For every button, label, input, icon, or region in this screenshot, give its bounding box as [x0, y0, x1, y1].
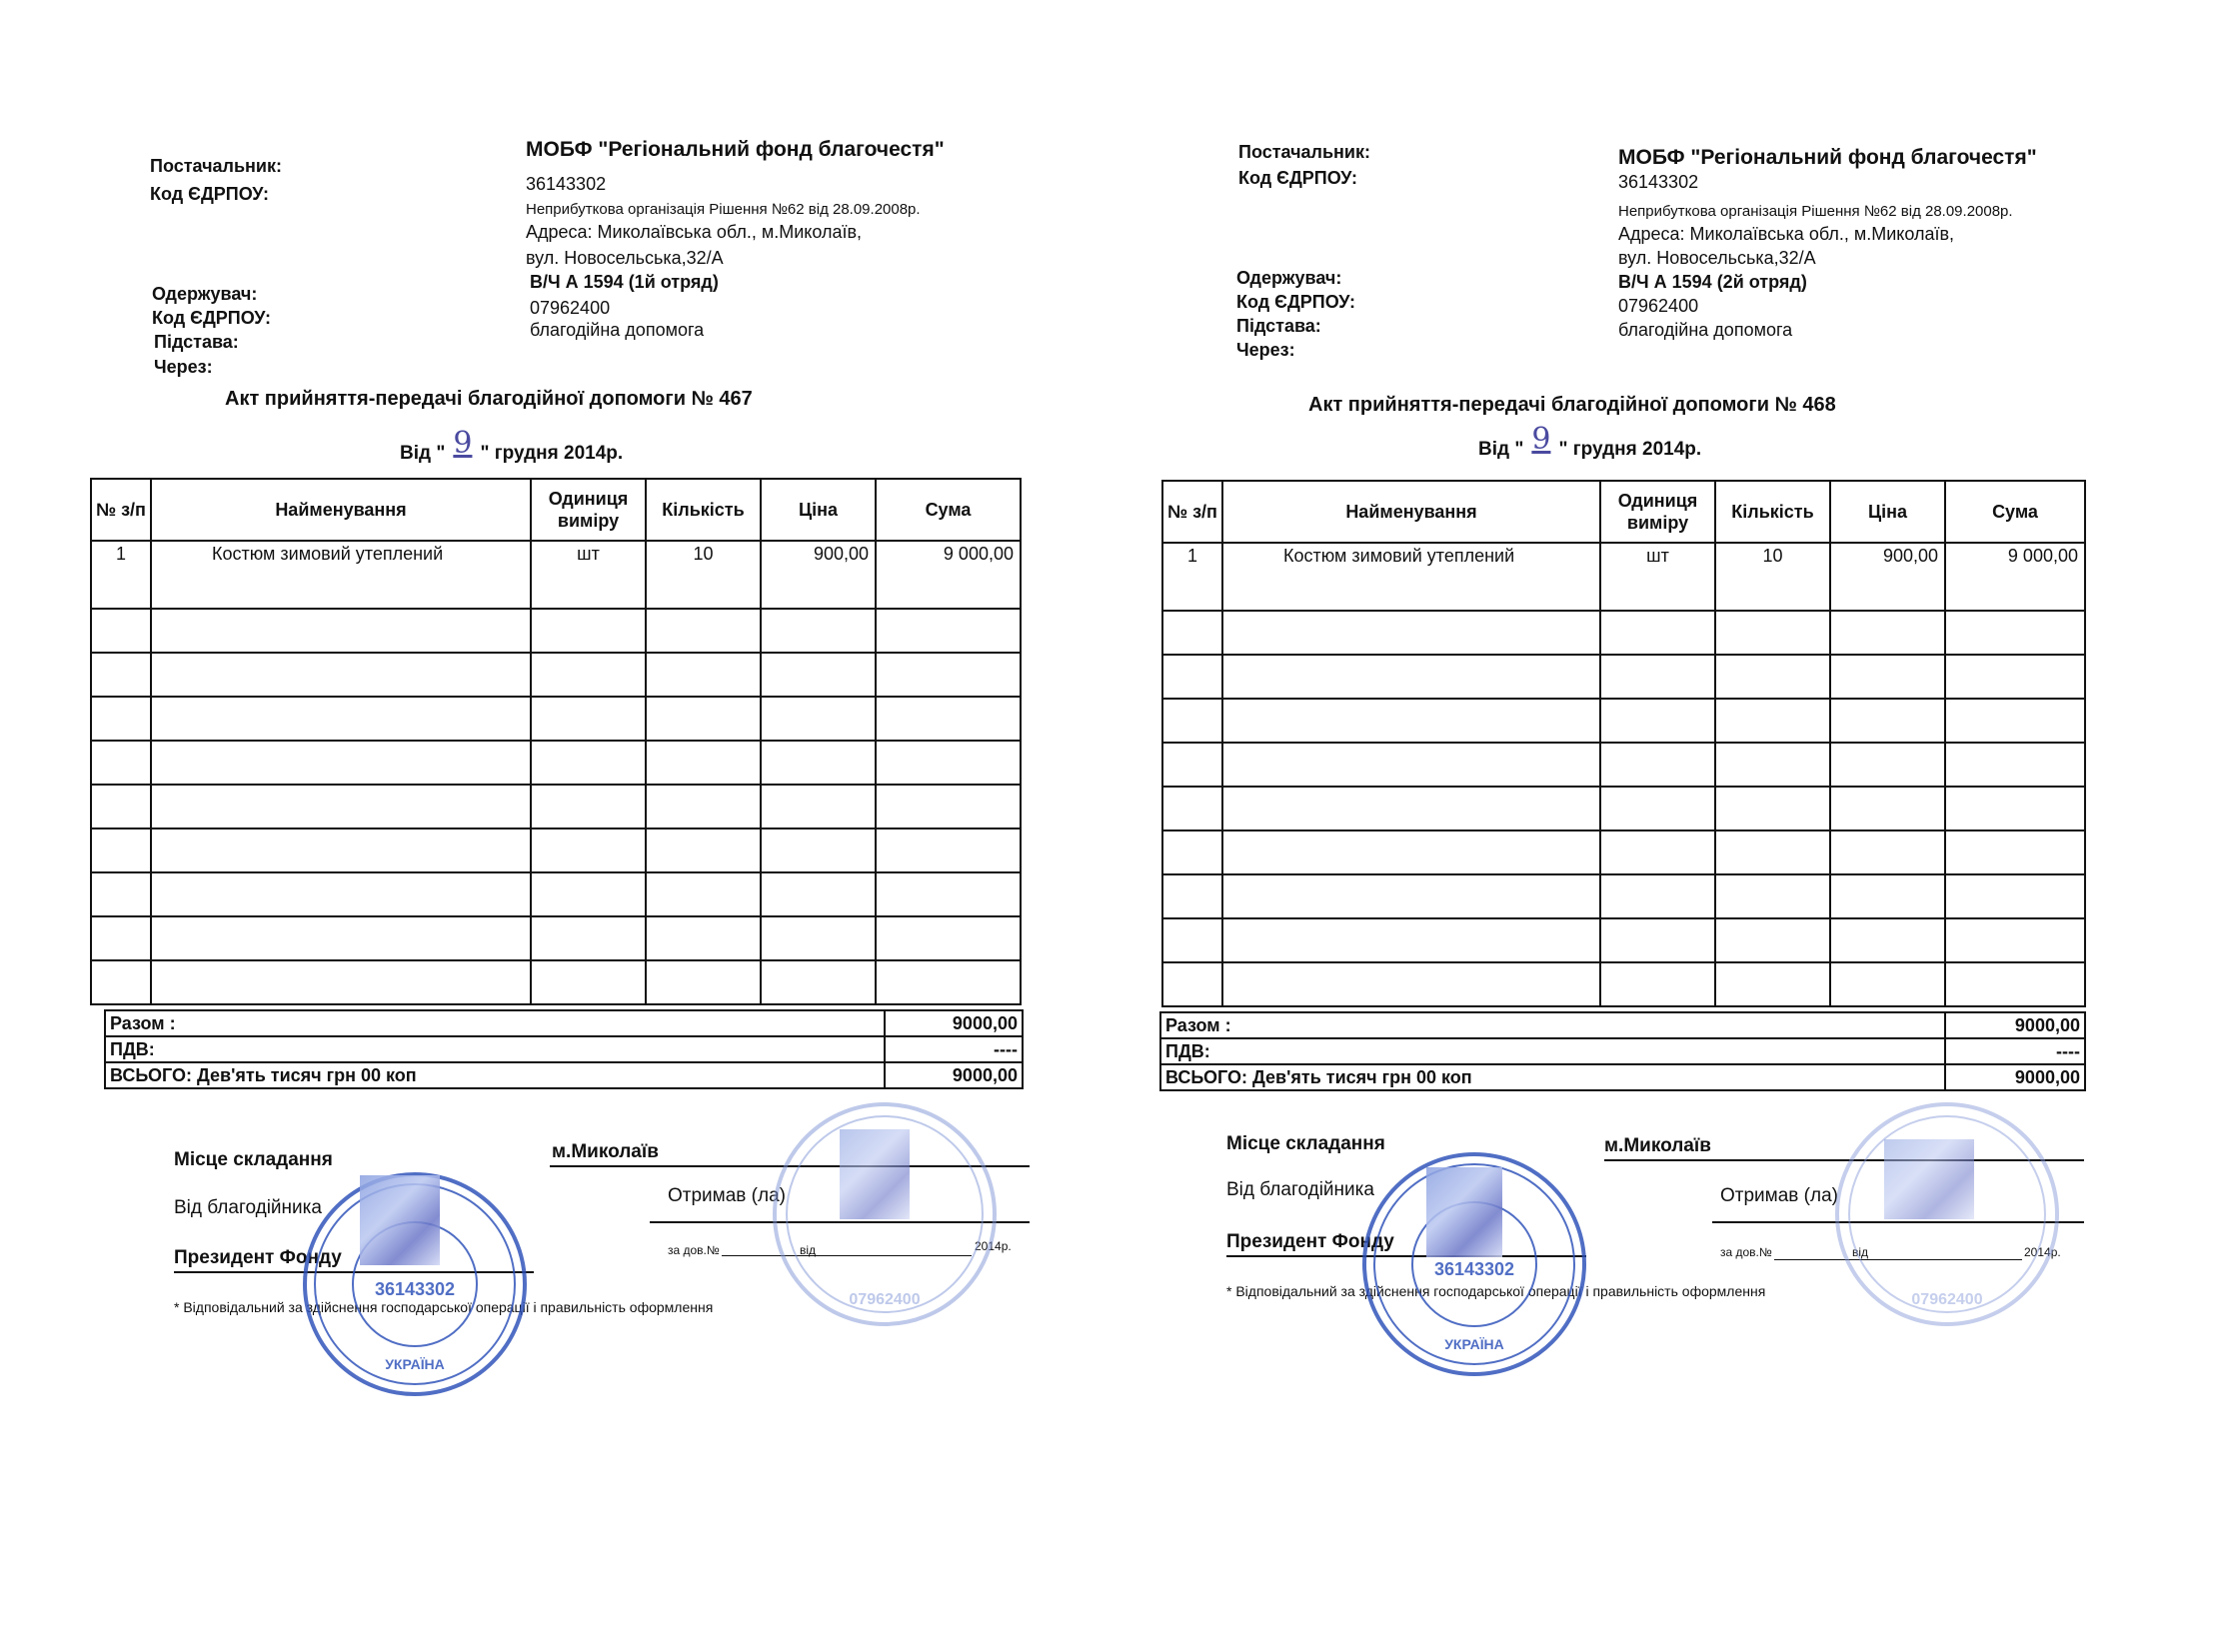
supplier-street: вул. Новосельська,32/А	[1618, 248, 1816, 268]
item-unit: шт	[1600, 543, 1715, 611]
col-sum: Сума	[876, 479, 1021, 541]
table-row	[91, 741, 1021, 785]
items-table	[90, 478, 1022, 1005]
vat-value: ----	[1945, 1038, 2085, 1064]
via-label: Через:	[1236, 340, 1295, 360]
item-no: 1	[91, 541, 151, 609]
supplier-name: МОБФ "Регіональний фонд благочестя"	[1618, 146, 2037, 169]
table-row	[1162, 699, 2085, 743]
warrant-from: від	[1852, 1245, 1869, 1259]
subtotal-value: 9000,00	[1945, 1012, 2085, 1038]
recipient-name: В/Ч А 1594 (1й отряд)	[530, 272, 719, 292]
item-price: 900,00	[1830, 543, 1945, 611]
col-name: Найменування	[1222, 481, 1600, 543]
signature-redaction	[360, 1175, 440, 1265]
signature-redaction	[1884, 1139, 1974, 1219]
col-price: Ціна	[1830, 481, 1945, 543]
col-no: № з/п	[91, 479, 151, 541]
stamp-code: 36143302	[374, 1279, 456, 1299]
table-header	[91, 479, 1021, 541]
recipient-code: 07962400	[530, 298, 611, 318]
totals-table	[1159, 1011, 2086, 1091]
table-header	[1162, 481, 2085, 543]
stamp-code: 36143302	[1433, 1259, 1515, 1279]
table-row	[91, 960, 1021, 1004]
table-row	[1162, 543, 2085, 611]
supplier-code: 36143302	[526, 174, 607, 194]
col-no: № з/п	[1162, 481, 1222, 543]
subtotal-row	[1160, 1012, 2085, 1038]
vat-row	[105, 1036, 1023, 1062]
item-qty: 10	[1715, 543, 1830, 611]
warrant-year: 2014р.	[975, 1239, 1012, 1253]
act-title: Акт прийняття-передачі благодійної допомоги № 467	[225, 388, 753, 410]
supplier-address: Адреса: Миколаївська обл., м.Миколаїв,	[526, 222, 863, 242]
place-value: м.Миколаїв	[1604, 1135, 1711, 1156]
table-row	[1162, 874, 2085, 918]
date-suffix: " грудня 2014р.	[1558, 439, 1702, 460]
total-value: 9000,00	[885, 1062, 1023, 1088]
table-row	[1162, 743, 2085, 787]
vat-value: ----	[885, 1036, 1023, 1062]
place-label: Місце складання	[1226, 1133, 1385, 1154]
supplier-note: Неприбуткова організація Рішення №62 від 28.09.2008р.	[526, 201, 921, 218]
total-label: ВСЬОГО: Дев'ять тисяч грн 00 коп	[1160, 1064, 1945, 1090]
table-row	[91, 609, 1021, 653]
subtotal-row	[105, 1010, 1023, 1036]
item-unit: шт	[531, 541, 646, 609]
item-name: Костюм зимовий утеплений	[151, 541, 531, 609]
total-label: ВСЬОГО: Дев'ять тисяч грн 00 коп	[105, 1062, 885, 1088]
total-row	[105, 1062, 1023, 1088]
table-row	[91, 785, 1021, 828]
date-prefix: Від "	[1478, 439, 1524, 460]
table-row	[91, 828, 1021, 872]
col-qty: Кількість	[646, 479, 761, 541]
place-value: м.Миколаїв	[552, 1141, 659, 1162]
stamp-country: УКРАЇНА	[385, 1356, 445, 1372]
col-qty: Кількість	[1715, 481, 1830, 543]
col-unit: Одиниця виміру	[531, 479, 646, 541]
table-row	[91, 697, 1021, 741]
supplier-label: Постачальник:	[1238, 142, 1370, 162]
table-row	[91, 916, 1021, 960]
table-row	[1162, 655, 2085, 699]
president-label: Президент Фонду	[1226, 1231, 1394, 1252]
totals-table	[104, 1009, 1024, 1089]
act-468	[1164, 0, 2214, 1652]
signature-redaction	[840, 1129, 910, 1219]
item-sum: 9 000,00	[1945, 543, 2085, 611]
col-unit: Одиниця виміру	[1600, 481, 1715, 543]
supplier-street: вул. Новосельська,32/А	[526, 248, 724, 268]
supplier-address: Адреса: Миколаївська обл., м.Миколаїв,	[1618, 224, 1955, 244]
supplier-code-label: Код ЄДРПОУ:	[150, 184, 270, 204]
act-date	[400, 426, 624, 467]
date-day-handwritten: 9	[1531, 422, 1551, 457]
recipient-code: 07962400	[1618, 296, 1699, 316]
table-row	[1162, 830, 2085, 874]
footnote: * Відповідальний за здійснення господарської операції і правильність оформлення	[174, 1299, 714, 1315]
table-row	[91, 653, 1021, 697]
act-467	[90, 0, 1169, 1652]
signature-redaction	[1426, 1167, 1502, 1257]
date-day-handwritten: 9	[453, 426, 473, 461]
table-row	[91, 541, 1021, 609]
footnote: * Відповідальний за здійснення господарської операції і правильність оформлення	[1226, 1283, 1766, 1299]
recipient-label: Одержувач:	[1236, 268, 1342, 288]
vat-row	[1160, 1038, 2085, 1064]
from-donor-label: Від благодійника	[1226, 1179, 1374, 1200]
basis-value: благодійна допомога	[1618, 320, 1793, 340]
table-row	[91, 872, 1021, 916]
items-table	[1161, 480, 2086, 1007]
subtotal-value: 9000,00	[885, 1010, 1023, 1036]
item-no: 1	[1162, 543, 1222, 611]
from-donor-label: Від благодійника	[174, 1197, 322, 1218]
subtotal-label: Разом :	[1160, 1012, 1945, 1038]
col-price: Ціна	[761, 479, 876, 541]
recipient-name: В/Ч А 1594 (2й отряд)	[1618, 272, 1807, 292]
recipient-code-label: Код ЄДРПОУ:	[1236, 292, 1356, 312]
table-row	[1162, 962, 2085, 1006]
stamp-country: УКРАЇНА	[1444, 1336, 1504, 1352]
date-suffix: " грудня 2014р.	[480, 443, 624, 464]
president-label: Президент Фонду	[174, 1247, 342, 1268]
total-value: 9000,00	[1945, 1064, 2085, 1090]
vat-label: ПДВ:	[1160, 1038, 1945, 1064]
date-prefix: Від "	[400, 443, 446, 464]
supplier-code: 36143302	[1618, 172, 1699, 192]
subtotal-label: Разом :	[105, 1010, 885, 1036]
basis-label: Підстава:	[154, 332, 239, 352]
stamp-unit-code: 07962400	[849, 1291, 921, 1308]
item-price: 900,00	[761, 541, 876, 609]
received-label: Отримав (ла)	[668, 1185, 786, 1206]
col-sum: Сума	[1945, 481, 2085, 543]
warrant-year: 2014р.	[2024, 1245, 2061, 1259]
warrant-text: за дов.№	[1720, 1245, 1772, 1259]
act-date	[1478, 422, 1702, 463]
warrant-text: за дов.№	[668, 1243, 720, 1257]
recipient-label: Одержувач:	[152, 284, 258, 304]
supplier-label: Постачальник:	[150, 156, 282, 176]
table-row	[1162, 918, 2085, 962]
via-label: Через:	[154, 357, 213, 377]
stamp-unit-code: 07962400	[1911, 1291, 1983, 1308]
basis-value: благодійна допомога	[530, 320, 705, 340]
recipient-code-label: Код ЄДРПОУ:	[152, 308, 272, 328]
table-row	[1162, 787, 2085, 830]
item-sum: 9 000,00	[876, 541, 1021, 609]
vat-label: ПДВ:	[105, 1036, 885, 1062]
col-name: Найменування	[151, 479, 531, 541]
table-row	[1162, 611, 2085, 655]
total-row	[1160, 1064, 2085, 1090]
received-label: Отримав (ла)	[1720, 1185, 1838, 1206]
item-qty: 10	[646, 541, 761, 609]
supplier-name: МОБФ "Регіональний фонд благочестя"	[526, 138, 945, 161]
supplier-code-label: Код ЄДРПОУ:	[1238, 168, 1358, 188]
item-name: Костюм зимовий утеплений	[1222, 543, 1600, 611]
place-label: Місце складання	[174, 1149, 333, 1170]
warrant-from: від	[800, 1243, 817, 1257]
supplier-note: Неприбуткова організація Рішення №62 від 28.09.2008р.	[1618, 203, 2013, 220]
act-title: Акт прийняття-передачі благодійної допомоги № 468	[1308, 394, 1836, 416]
basis-label: Підстава:	[1236, 316, 1321, 336]
